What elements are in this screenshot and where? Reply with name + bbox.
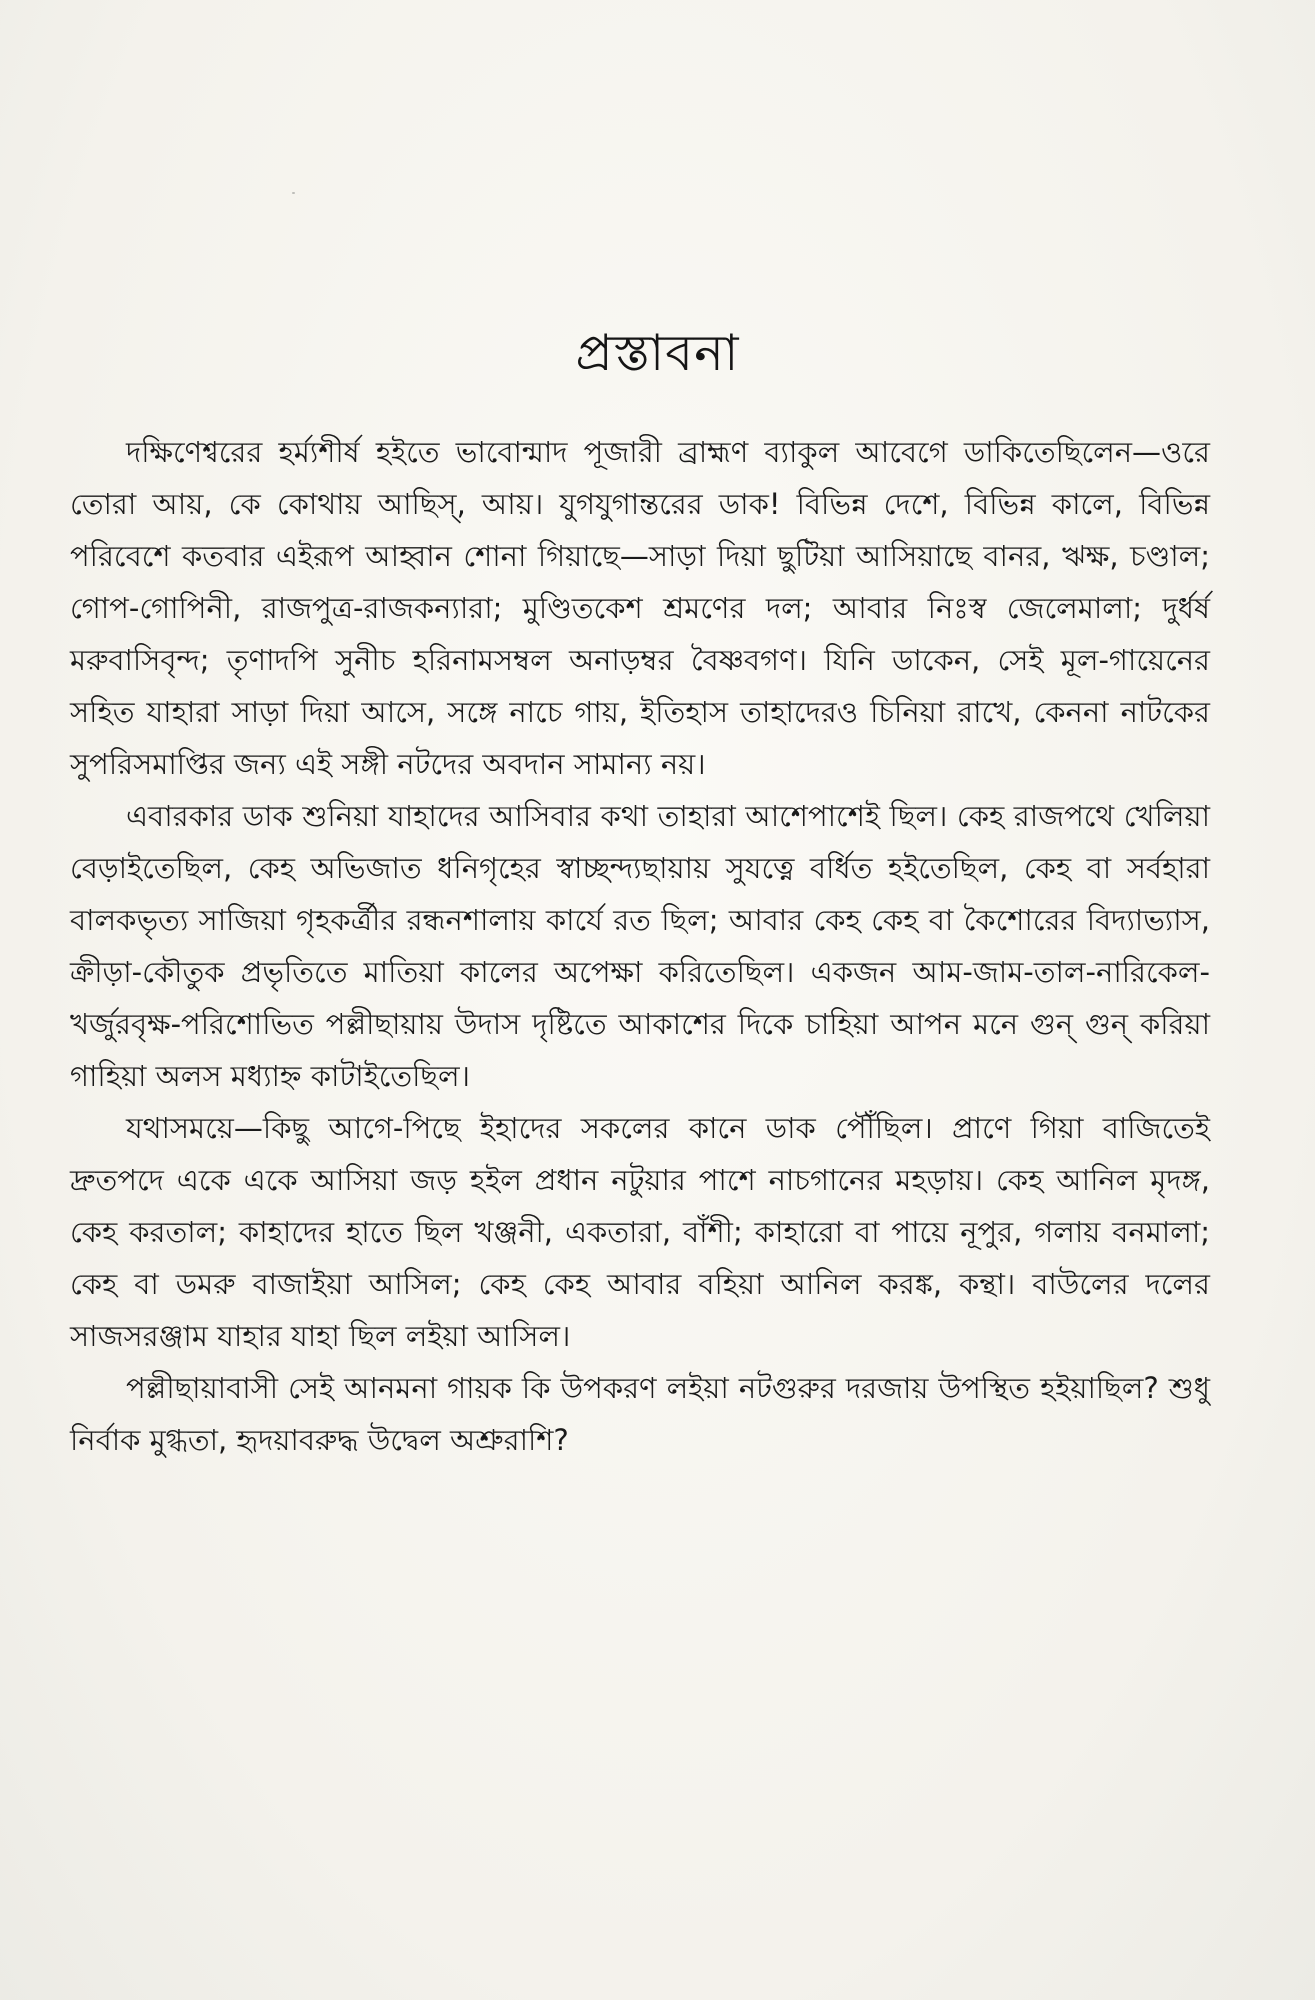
paragraph-4: পল্লীছায়াবাসী সেই আনমনা গায়ক কি উপকরণ লইয়া নটগুরুর দরজায় উপস্থিত হইয়াছিল? শুধু নির্বাক মুগ্ধতা, হৃদয়াবরুদ্ধ উদ্বেল অশ্রুরাশি? xyxy=(70,1371,1210,1457)
paragraph-2: এবারকার ডাক শুনিয়া যাহাদের আসিবার কথা তাহারা আশেপাশেই ছিল। কেহ রাজপথে খেলিয়া বেড়াইতেছিল, কেহ অভিজাত ধনিগৃহের স্বাচ্ছন্দ্যছায়ায় সুযত্নে বর্ধিত হইতেছিল, কেহ বা সর্বহারা বালকভৃত্য সাজিয়া গৃহকর্ত্রীর রন্ধনশালায় কার্যে রত ছিল; আবার কেহ কেহ বা কৈশোরের বিদ্যাভ্যাস, ক্রীড়া-কৌতুক প্রভৃতিতে মাতিয়া কালের অপেক্ষা করিতেছিল। একজন আম-জাম-তাল-নারিকেল-খর্জুরবৃক্ষ-পরিশোভিত পল্লীছায়ায় উদাস দৃষ্টিতে আকাশের দিকে চাহিয়া আপন মনে গুন্ গুন্ করিয়া গাহিয়া অলস মধ্যাহ্ন কাটাইতেছিল। xyxy=(70,799,1210,1093)
paper-speck xyxy=(292,192,295,194)
page-heading: প্রস্তাবনা xyxy=(575,324,740,382)
body-text xyxy=(70,426,1210,1466)
paragraph-3: যথাসময়ে—কিছু আগে-পিছে ইহাদের সকলের কানে ডাক পৌঁছিল। প্রাণে গিয়া বাজিতেই দ্রুতপদে একে একে আসিয়া জড় হইল প্রধান নটুয়ার পাশে নাচগানের মহড়ায়। কেহ আনিল মৃদঙ্গ, কেহ করতাল; কাহাদের হাতে ছিল খঞ্জনী, একতারা, বাঁশী; কাহারো বা পায়ে নূপুর, গলায় বনমালা; কেহ বা ডমরু বাজাইয়া আসিল; কেহ কেহ আবার বহিয়া আনিল করঙ্ক, কন্থা। বাউলের দলের সাজসরঞ্জাম যাহার যাহা ছিল লইয়া আসিল। xyxy=(70,1111,1210,1353)
paragraph-1: দক্ষিণেশ্বরের হর্ম্যশীর্ষ হইতে ভাবোন্মাদ পূজারী ব্রাহ্মণ ব্যাকুল আবেগে ডাকিতেছিলেন—ওরে তোরা আয়, কে কোথায় আছিস্, আয়। যুগযুগান্তরের ডাক! বিভিন্ন দেশে, বিভিন্ন কালে, বিভিন্ন পরিবেশে কতবার এইরূপ আহ্বান শোনা গিয়াছে—সাড়া দিয়া ছুটিয়া আসিয়াছে বানর, ঋক্ষ, চণ্ডাল; গোপ-গোপিনী, রাজপুত্র-রাজকন্যারা; মুণ্ডিতকেশ শ্রমণের দল; আবার নিঃস্ব জেলেমালা; দুর্ধর্ষ মরুবাসিবৃন্দ; তৃণাদপি সুনীচ হরিনামসম্বল অনাড়ম্বর বৈষ্ণবগণ। যিনি ডাকেন, সেই মূল-গায়েনের সহিত যাহারা সাড়া দিয়া আসে, সঙ্গে নাচে গায়, ইতিহাস তাহাদেরও চিনিয়া রাখে, কেননা নাটকের সুপরিসমাপ্তির জন্য এই সঙ্গী নটদের অবদান সামান্য নয়। xyxy=(70,435,1210,781)
